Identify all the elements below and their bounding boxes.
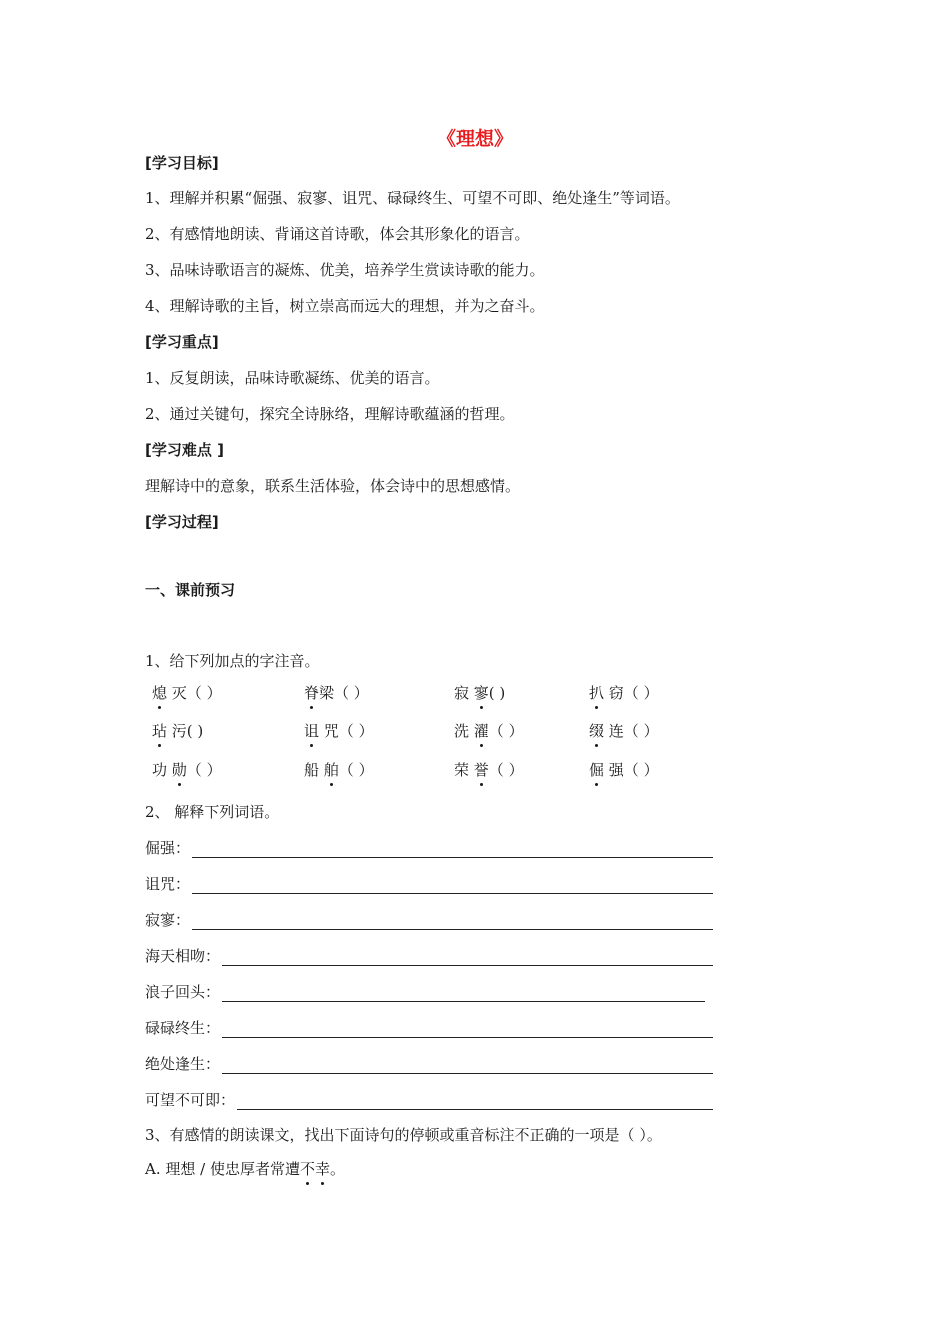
process-heading: [学习过程]	[145, 513, 219, 531]
vocab-line	[145, 874, 713, 894]
vocab-line	[145, 838, 713, 858]
word-char: 誉	[473, 761, 489, 779]
vocab-label: 碌碌终生：	[145, 1019, 221, 1037]
option-a	[145, 1159, 345, 1179]
vocab-line	[145, 946, 713, 966]
word-char: 倔	[589, 761, 605, 779]
word-char: 梁	[319, 684, 335, 702]
answer-blank[interactable]: （ ）	[186, 761, 222, 779]
vocab-line	[145, 910, 713, 930]
answer-line[interactable]	[192, 877, 713, 894]
page-title: 《理想》	[436, 128, 513, 150]
objective-item: 2、有感情地朗读、背诵这首诗歌，体会其形象化的语言。	[145, 225, 530, 243]
word-char: 寂	[454, 684, 474, 702]
answer-blank[interactable]: （ ）	[623, 761, 659, 779]
option-a-text: A. 理想 / 使忠厚者常遭	[145, 1160, 300, 1178]
word-char: 窃	[604, 684, 624, 702]
vocab-label: 浪子回头：	[145, 983, 221, 1001]
answer-line[interactable]	[237, 1093, 713, 1110]
word-char: 玷	[152, 722, 168, 740]
word-char: 污	[167, 722, 187, 740]
word-char: 脊	[304, 684, 320, 702]
vocab-line	[145, 1018, 713, 1038]
question-1: 1、给下列加点的字注音。	[145, 652, 320, 670]
pinyin-item	[589, 760, 659, 780]
answer-blank[interactable]: （ ）	[186, 684, 222, 702]
pinyin-item	[152, 721, 203, 741]
dotted-char: 不	[299, 1160, 315, 1178]
word-char: 濯	[473, 722, 489, 740]
pinyin-item	[589, 683, 659, 703]
answer-blank[interactable]: ( )	[186, 722, 204, 740]
pinyin-row	[152, 683, 712, 705]
answer-blank[interactable]: （ ）	[488, 761, 524, 779]
pinyin-item	[304, 760, 374, 780]
option-a-end: 。	[330, 1160, 346, 1178]
word-char: 功	[152, 761, 172, 779]
objective-item: 4、理解诗歌的主旨，树立崇高而远大的理想，并为之奋斗。	[145, 297, 545, 315]
answer-blank[interactable]: （ ）	[623, 722, 659, 740]
word-char: 缀	[589, 722, 605, 740]
answer-blank[interactable]: （ ）	[623, 684, 659, 702]
vocab-line	[145, 1054, 713, 1074]
answer-line[interactable]	[222, 1057, 713, 1074]
pinyin-item	[152, 760, 222, 780]
objectives-heading: [学习目标]	[145, 154, 219, 172]
vocab-line	[145, 1090, 713, 1110]
pinyin-item	[454, 721, 524, 741]
answer-line[interactable]	[222, 949, 713, 966]
keypoint-item: 1、反复朗读，品味诗歌凝练、优美的语言。	[145, 369, 440, 387]
word-char: 强	[604, 761, 624, 779]
answer-blank[interactable]: （ ）	[338, 761, 374, 779]
objective-item: 3、品味诗歌语言的凝炼、优美，培养学生赏读诗歌的能力。	[145, 261, 545, 279]
word-char: 连	[604, 722, 624, 740]
pinyin-item	[152, 683, 222, 703]
vocab-line	[145, 982, 705, 1002]
vocab-label: 诅咒：	[145, 875, 191, 893]
pinyin-item	[304, 721, 374, 741]
word-char: 洗	[454, 722, 474, 740]
pinyin-item	[304, 683, 369, 703]
answer-blank[interactable]: （ ）	[334, 684, 369, 702]
vocab-label: 寂寥：	[145, 911, 191, 929]
answer-line[interactable]	[222, 985, 705, 1002]
pinyin-row	[152, 721, 712, 743]
difficulties-text: 理解诗中的意象，联系生活体验，体会诗中的思想感情。	[145, 477, 521, 495]
answer-line[interactable]	[222, 1021, 713, 1038]
word-char: 灭	[167, 684, 187, 702]
word-char: 寥	[473, 684, 489, 702]
vocab-label: 倔强：	[145, 839, 191, 857]
vocab-label: 可望不可即：	[145, 1091, 236, 1109]
word-char: 船	[304, 761, 324, 779]
dotted-char: 幸	[314, 1160, 330, 1178]
difficulties-heading: [学习难点 ]	[145, 441, 224, 459]
objective-item: 1、理解并积累“倔强、寂寥、诅咒、碌碌终生、可望不可即、绝处逢生”等词语。	[145, 189, 680, 207]
word-char: 熄	[152, 684, 168, 702]
pinyin-row	[152, 760, 712, 782]
answer-blank[interactable]: （ ）	[488, 722, 524, 740]
answer-line[interactable]	[192, 913, 713, 930]
keypoints-heading: [学习重点]	[145, 333, 219, 351]
preview-heading: 一、课前预习	[145, 581, 236, 599]
question-2: 2、 解释下列词语。	[145, 803, 280, 821]
answer-blank[interactable]: （ ）	[338, 722, 374, 740]
pinyin-item	[454, 683, 505, 703]
vocab-label: 海天相吻：	[145, 947, 221, 965]
vocab-label: 绝处逢生：	[145, 1055, 221, 1073]
pinyin-item	[454, 760, 524, 780]
answer-blank[interactable]: ( )	[488, 684, 506, 702]
word-char: 勋	[171, 761, 187, 779]
question-3: 3、有感情的朗读课文，找出下面诗句的停顿或重音标注不正确的一项是（ ）。	[145, 1126, 662, 1144]
word-char: 荣	[454, 761, 474, 779]
word-char: 诅	[304, 722, 320, 740]
pinyin-item	[589, 721, 659, 741]
answer-line[interactable]	[192, 841, 713, 858]
word-char: 扒	[589, 684, 605, 702]
word-char: 舶	[323, 761, 339, 779]
word-char: 咒	[319, 722, 339, 740]
keypoint-item: 2、通过关键句，探究全诗脉络，理解诗歌蕴涵的哲理。	[145, 405, 515, 423]
